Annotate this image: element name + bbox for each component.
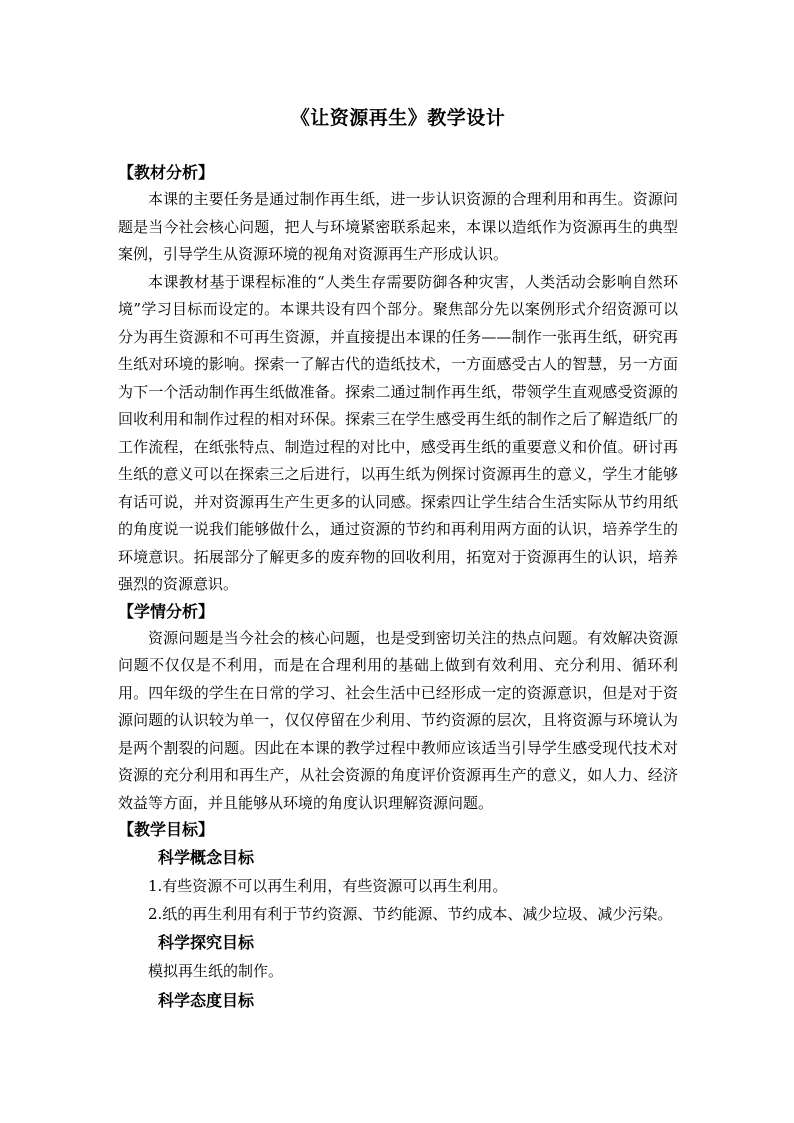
section-textbook-analysis — [118, 160, 678, 599]
section-heading-goals: 【教学目标】 — [118, 820, 215, 839]
concept-goal-item-2: 2.纸的再生利用有利于节约资源、节约能源、节约成本、减少垃圾、减少污染。 — [148, 904, 673, 923]
subheading-inquiry-goals: 科学探究目标 — [158, 933, 255, 952]
textbook-paragraph-2: 本课教材基于课程标准的“人类生存需要防御各种灾害，人类活动会影响自然环境”学习目标而设定的。本课共设有四个部分。聚焦部分先以案例形式介绍资源可以分为再生资源和不可再生资源，并直接提出本课的任务——制作一张再生纸，研究再生纸对环境的影响。探索一了解古代的造纸技术，一方面感受古人的智慧，另一方面为下一个活动制作再生纸做准备。探索二通过制作再生纸，带领学生直观感受资源的回收利用和制作过程的相对环保。探索三在学生感受再生纸的制作之后了解造纸厂的工作流程，在纸张特点、制造过程的对比中，感受再生纸的重要意义和价值。研讨再生纸的意义可以在探索三之后进行，以再生纸为例探讨资源再生的意义，学生才能够有话可说，并对资源再生产生更多的认同感。探索四让学生结合生活实际从节约用纸的角度说一说我们能够做什么，通过资源的节约和再利用两方面的认识，培养学生的环境意识。拓展部分了解更多的废弃物的回收利用，拓宽对于资源再生的认识，培养强烈的资源意识。 — [118, 272, 678, 593]
textbook-paragraph-1: 本课的主要任务是通过制作再生纸，进一步认识资源的合理利用和再生。资源问题是当今社会核心问题，把人与环境紧密联系起来，本课以造纸作为资源再生的典型案例，引导学生从资源环境的视角对资源再生产形成认识。 — [118, 190, 678, 263]
document-title: 《让资源再生》教学设计 — [290, 107, 506, 129]
learner-paragraph-1: 资源问题是当今社会的核心问题，也是受到密切关注的热点问题。有效解决资源问题不仅仅是不利用，而是在合理利用的基础上做到有效利用、充分利用、循环利用。四年级的学生在日常的学习、社会生活中已经形成一定的资源意识，但是对于资源问题的认识较为单一，仅仅停留在少利用、节约资源的层次，且将资源与环境认为是两个割裂的问题。因此在本课的教学过程中教师应该适当引导学生感受现代技术对资源的充分利用和再生产，从社会资源的角度评价资源再生产的意义，如人力、经济效益等方面，并且能够从环境的角度认识理解资源问题。 — [118, 628, 678, 812]
section-teaching-goals — [118, 817, 678, 1016]
concept-goal-item-1: 1.有些资源不可以再生利用，有些资源可以再生利用。 — [148, 877, 508, 895]
document-page — [118, 100, 678, 1016]
section-learner-analysis — [118, 599, 678, 818]
subheading-attitude-goals: 科学态度目标 — [158, 990, 255, 1010]
section-heading-learner: 【学情分析】 — [118, 601, 215, 621]
subheading-concept-goals: 科学概念目标 — [158, 848, 255, 867]
section-heading-textbook: 【教材分析】 — [118, 163, 215, 182]
inquiry-goal-item-1: 模拟再生纸的制作。 — [148, 962, 284, 980]
